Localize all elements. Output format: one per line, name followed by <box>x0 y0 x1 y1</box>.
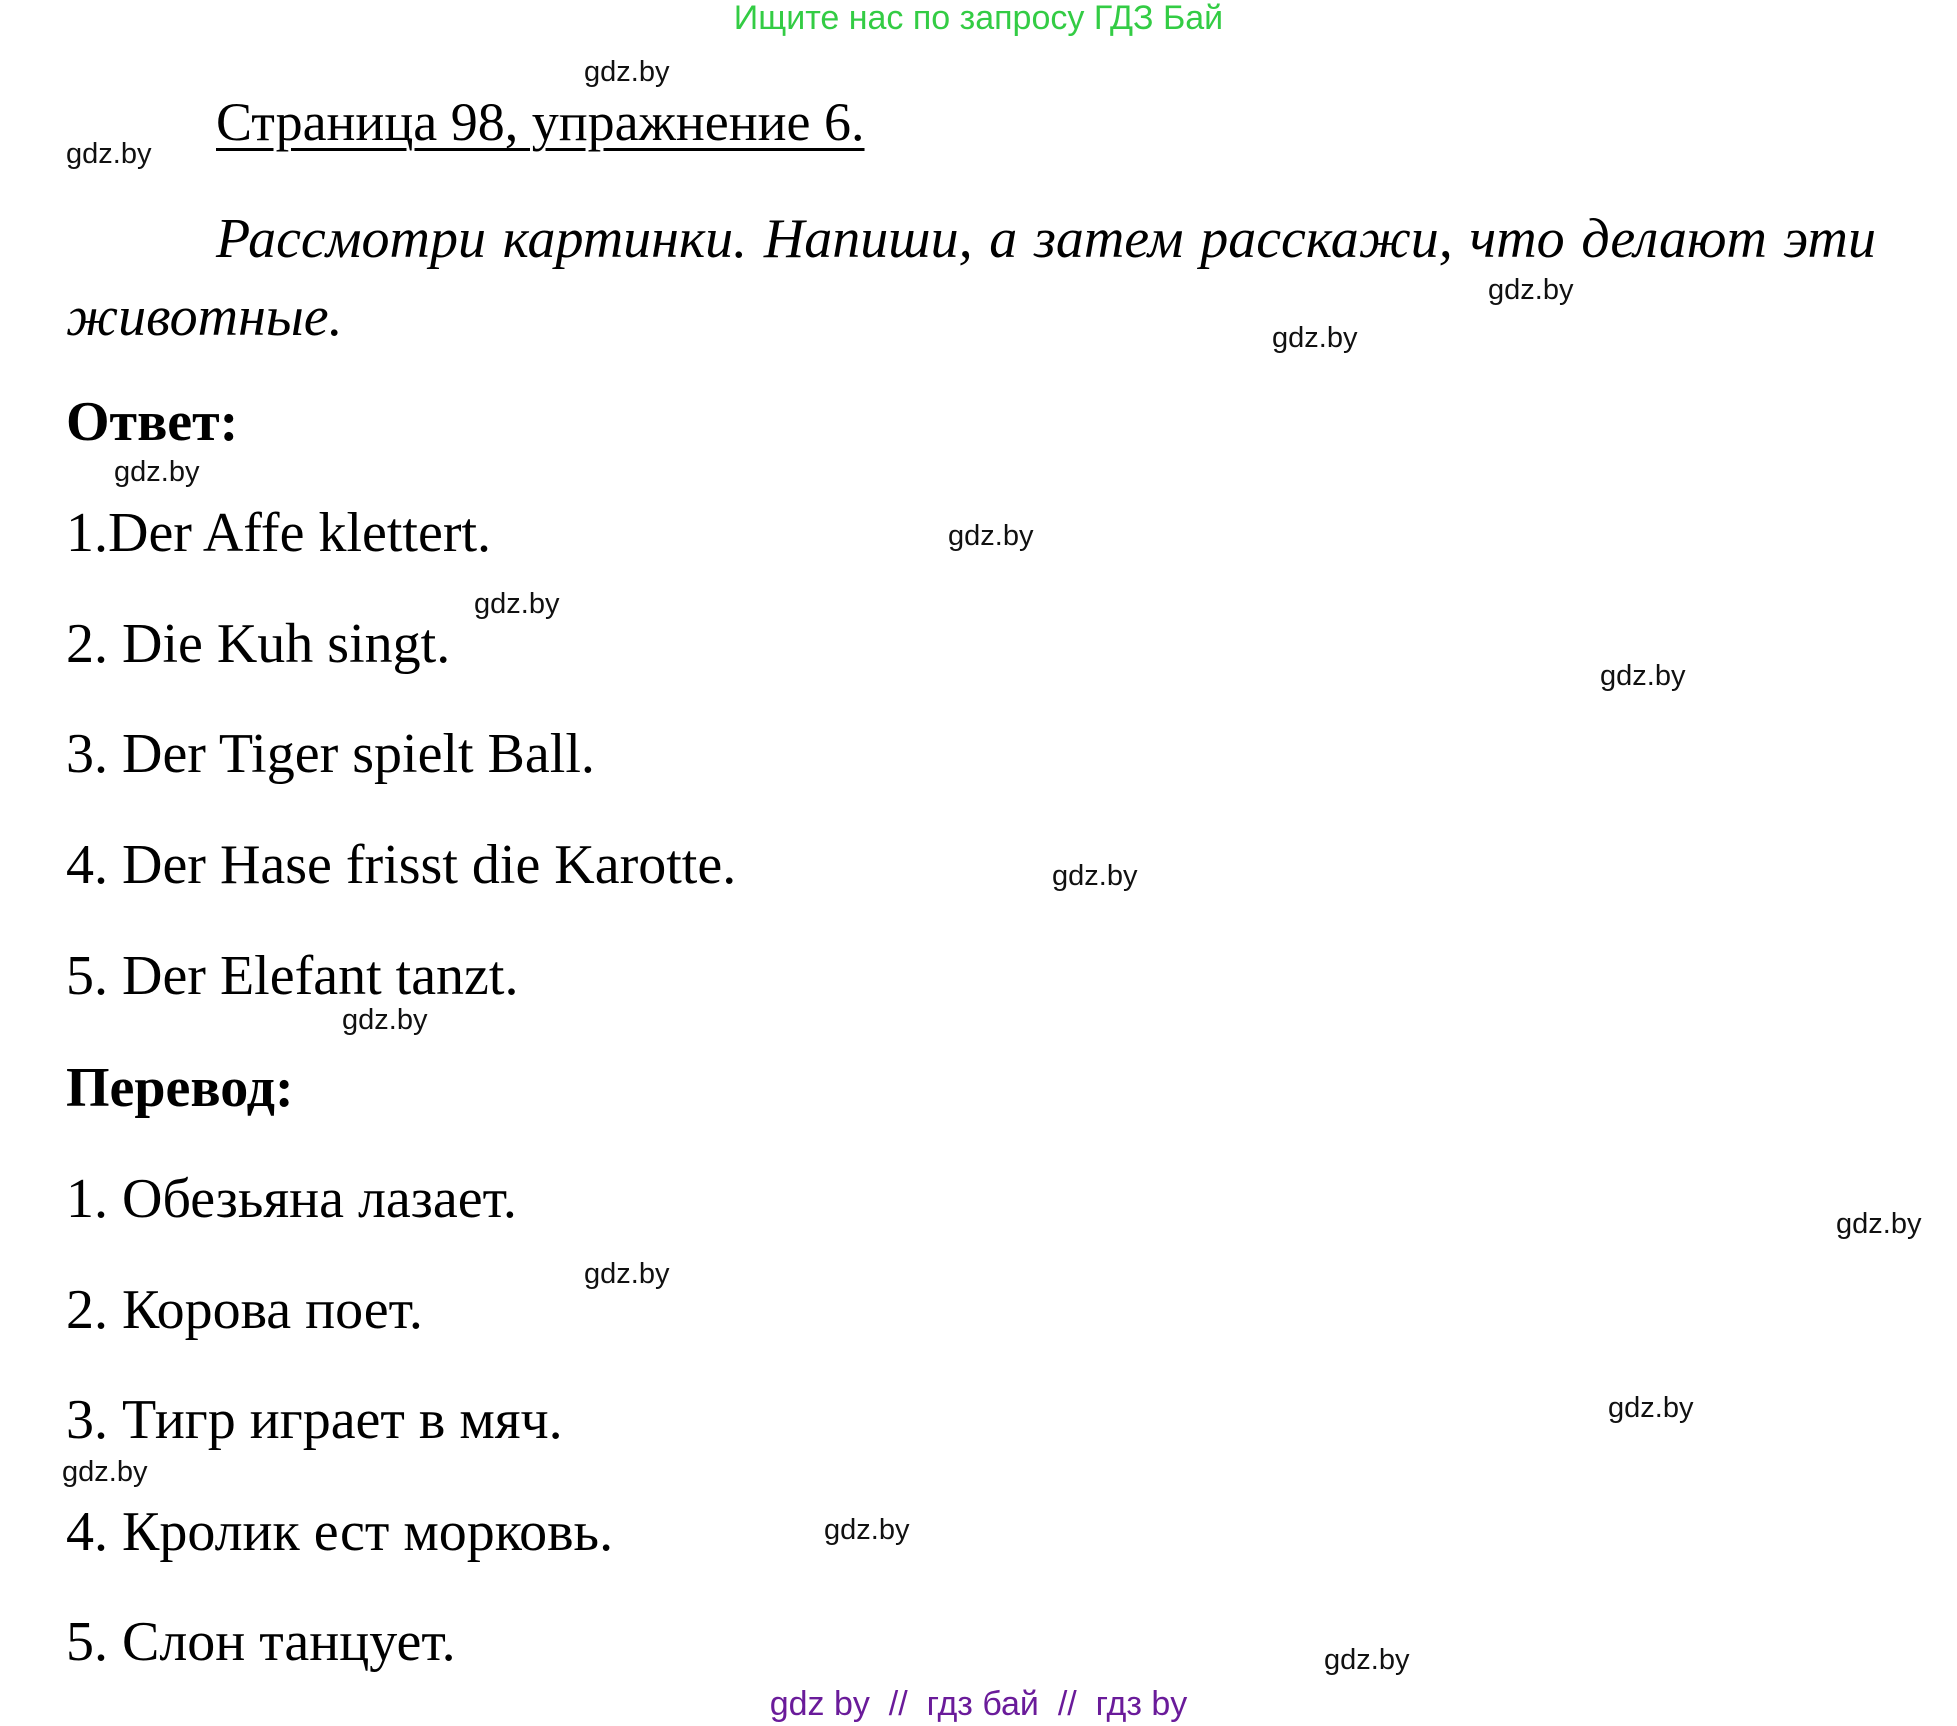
answer-item-3: 3. Der Tiger spielt Ball. <box>66 723 595 785</box>
watermark: gdz.by <box>948 520 1034 552</box>
answer-item-5: 5. Der Elefant tanzt. <box>66 945 519 1007</box>
watermark: gdz.by <box>1488 274 1574 306</box>
watermark: gdz.by <box>1600 660 1686 692</box>
watermark: gdz.by <box>62 1456 148 1488</box>
answer-heading: Ответ: <box>66 391 239 453</box>
watermark: gdz.by <box>114 456 200 488</box>
watermark: gdz.by <box>1324 1644 1410 1676</box>
watermark: gdz.by <box>342 1004 428 1036</box>
watermark: gdz.by <box>1272 322 1358 354</box>
search-banner: Ищите нас по запросу ГДЗ Бай <box>733 0 1224 37</box>
watermark: gdz.by <box>1608 1392 1694 1424</box>
task-text: Рассмотри картинки. Напиши, а затем расскажи, что делают эти животные. <box>66 208 1876 348</box>
watermark: gdz.by <box>1836 1208 1922 1240</box>
page-title: Страница 98, упражнение 6. <box>216 92 865 152</box>
translation-item-5: 5. Слон танцует. <box>66 1611 456 1673</box>
watermark: gdz.by <box>1052 860 1138 892</box>
answer-item-2: 2. Die Kuh singt. <box>66 613 451 675</box>
footer-links: gdz by // гдз бай // гдз by <box>769 1685 1188 1723</box>
translation-item-1: 1. Обезьяна лазает. <box>66 1168 517 1230</box>
watermark: gdz.by <box>66 138 152 170</box>
translation-item-2: 2. Корова поет. <box>66 1279 423 1341</box>
answer-item-1: 1.Der Affe klettert. <box>66 502 492 564</box>
watermark: gdz.by <box>824 1514 910 1546</box>
watermark: gdz.by <box>584 56 670 88</box>
translation-item-3: 3. Тигр играет в мяч. <box>66 1389 563 1451</box>
watermark: gdz.by <box>584 1258 670 1290</box>
translation-item-4: 4. Кролик ест морковь. <box>66 1501 614 1563</box>
answer-item-4: 4. Der Hase frisst die Karotte. <box>66 834 737 896</box>
watermark: gdz.by <box>474 588 560 620</box>
translation-heading: Перевод: <box>66 1057 294 1119</box>
